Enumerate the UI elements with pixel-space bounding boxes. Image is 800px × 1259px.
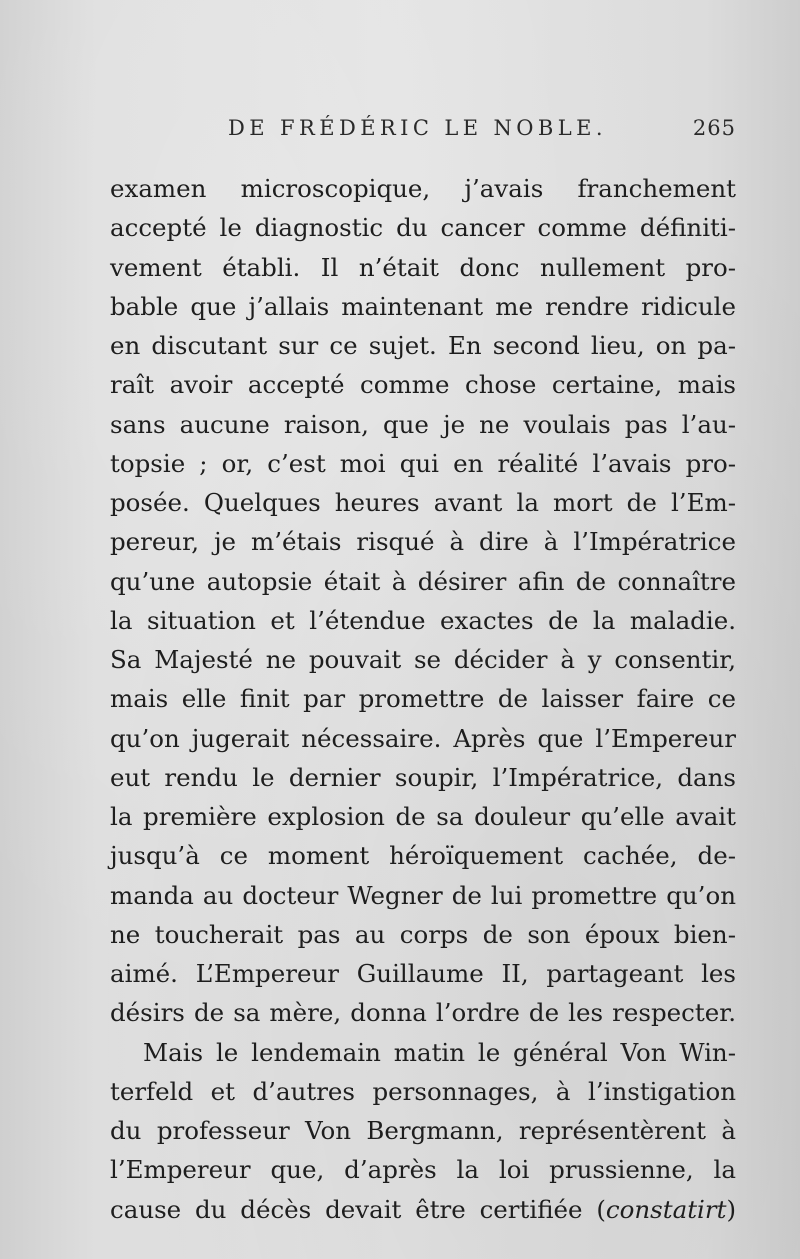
text-line: désirs de sa mère, donna l’ordre de les respecter. xyxy=(110,998,736,1028)
text-line: raît avoir accepté comme chose certaine, mais xyxy=(110,370,736,400)
text-line: topsie ; or, c’est moi qui en réalité l’avais pro- xyxy=(110,448,736,478)
text-line: examen microscopique, j’avais franchement xyxy=(110,174,736,203)
last-line-text: cause du décès devait être certifiée ( xyxy=(110,1194,606,1224)
text-line: accepté le diagnostic du cancer comme définiti- xyxy=(110,213,736,243)
text-line: sans aucune raison, que je ne voulais pas l’au- xyxy=(110,409,736,439)
text-line: ne toucherait pas au corps de son époux bien- xyxy=(110,919,736,949)
text-line: qu’une autopsie était à désirer afin de connaître xyxy=(110,566,736,596)
text-line: bable que j’allais maintenant me rendre ridicule xyxy=(110,291,736,321)
text-line: pereur, je m’étais risqué à dire à l’Impératrice xyxy=(110,527,736,557)
closing-parenthesis: ) xyxy=(726,1194,736,1224)
page-number: 265 xyxy=(692,116,736,140)
text-line: l’Empereur que, d’après la loi prussienne, la xyxy=(110,1155,736,1185)
text-line: en discutant sur ce sujet. En second lieu, on pa- xyxy=(110,331,736,360)
text-line: mais elle finit par promettre de laisser faire ce xyxy=(110,684,736,714)
text-line: vement établi. Il n’était donc nullement pro- xyxy=(110,252,736,282)
text-line: aimé. L’Empereur Guillaume II, partageant les xyxy=(110,959,736,988)
text-line: jusqu’à ce moment héroïquement cachée, de- xyxy=(110,841,736,871)
text-line: eut rendu le dernier soupir, l’Impératrice, dans xyxy=(110,762,736,792)
text-line: du professeur Von Bergmann, représentèrent à xyxy=(110,1116,736,1145)
body-text xyxy=(110,169,736,1229)
paragraph-start-line: Mais le lendemain matin le général Von Win- xyxy=(143,1037,736,1067)
text-line: terfeld et d’autres personnages, à l’instigation xyxy=(110,1076,736,1106)
text-line: la situation et l’étendue exactes de la maladie. xyxy=(110,605,736,635)
running-title: DE FRÉDÉRIC LE NOBLE. xyxy=(228,116,607,140)
text-line: Sa Majesté ne pouvait se décider à y consentir, xyxy=(110,645,736,674)
text-line: qu’on jugerait nécessaire. Après que l’Empereur xyxy=(110,723,736,753)
text-line: la première explosion de sa douleur qu’elle avait xyxy=(110,802,736,831)
running-header xyxy=(228,116,738,146)
text-line: posée. Quelques heures avant la mort de l’Em- xyxy=(110,488,736,517)
italic-term: constatirt xyxy=(605,1194,727,1224)
text-line: manda au docteur Wegner de lui promettre qu’on xyxy=(110,880,736,910)
text-line-last xyxy=(110,1190,736,1229)
